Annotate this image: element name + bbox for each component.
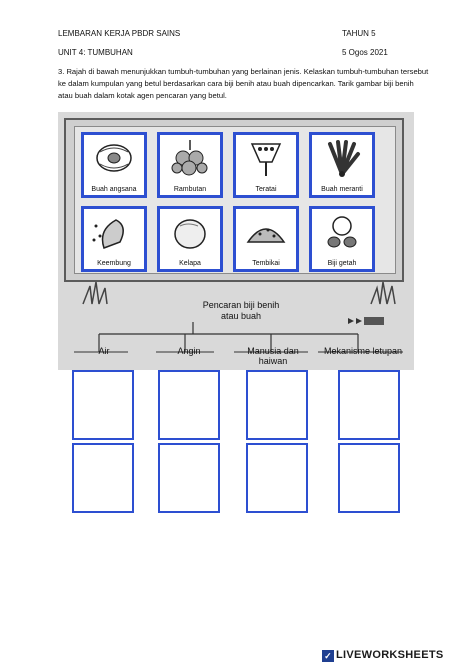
diagram-title (193, 300, 289, 322)
rubber-seed-icon (318, 212, 366, 252)
drop-box-manusia-haiwan-2[interactable] (246, 443, 308, 513)
card-buah-angsana[interactable] (81, 132, 147, 198)
date-label: 5 Ogos 2021 (342, 48, 388, 57)
card-buah-meranti[interactable] (309, 132, 375, 198)
card-label: Teratai (255, 186, 277, 193)
liveworksheets-logo-icon: ✓ (322, 650, 334, 662)
meranti-fruit-icon (318, 138, 366, 178)
brand-text: LIVEWORKSHEETS (336, 649, 444, 661)
balsam-pod-icon (90, 212, 138, 252)
card-kelapa[interactable] (157, 206, 223, 272)
instruction-text: 3. Rajah di bawah menunjukkan tumbuh-tumbuhan yang berlainan jenis. Kelaskan tumbuh-tumbuhan tersebut ke dalam kumpulan yang betul berdasarkan cara biji benih atau buah dipencarkan. Tarik gambar biji benih atau buah dalam kotak agen pencaran yang betul. (58, 67, 429, 100)
drop-box-angin-1[interactable] (158, 370, 220, 440)
card-label: Biji getah (327, 260, 357, 267)
card-biji-getah[interactable] (309, 206, 375, 272)
coconut-icon (166, 212, 214, 252)
card-keembung[interactable] (81, 206, 147, 272)
watermelon-icon (242, 212, 290, 252)
category-manusia-dan-haiwan: Manusia dan haiwan (247, 346, 299, 366)
card-label: Kelapa (179, 260, 201, 267)
drop-box-air-1[interactable] (72, 370, 134, 440)
drop-box-letupan-2[interactable] (338, 443, 400, 513)
card-label: Keembung (97, 260, 131, 267)
lotus-icon (242, 138, 290, 178)
diagram-title-line2: atau buah (220, 311, 262, 321)
card-label: Rambutan (173, 186, 207, 193)
angsana-fruit-icon (90, 138, 138, 178)
unit-label: UNIT 4: TUMBUHAN (58, 48, 133, 57)
drop-box-manusia-haiwan-1[interactable] (246, 370, 308, 440)
drop-box-air-2[interactable] (72, 443, 134, 513)
card-label: Buah meranti (321, 186, 363, 193)
drop-box-letupan-1[interactable] (338, 370, 400, 440)
category-air: Air (98, 346, 110, 356)
card-label: Tembikai (252, 260, 280, 267)
card-teratai[interactable] (233, 132, 299, 198)
drop-box-angin-2[interactable] (158, 443, 220, 513)
worksheet-title: LEMBARAN KERJA PBDR SAINS (58, 29, 181, 38)
rambutan-icon (166, 138, 214, 178)
card-rambutan[interactable] (157, 132, 223, 198)
card-tembikai[interactable] (233, 206, 299, 272)
category-mekanisme-letupan: Mekanisme letupan (323, 346, 403, 356)
year-label: TAHUN 5 (342, 29, 376, 38)
category-angin: Angin (177, 346, 201, 356)
card-label: Buah angsana (91, 186, 137, 193)
diagram-title-line1: Pencaran biji benih (202, 300, 280, 310)
liveworksheets-brand (322, 649, 444, 662)
